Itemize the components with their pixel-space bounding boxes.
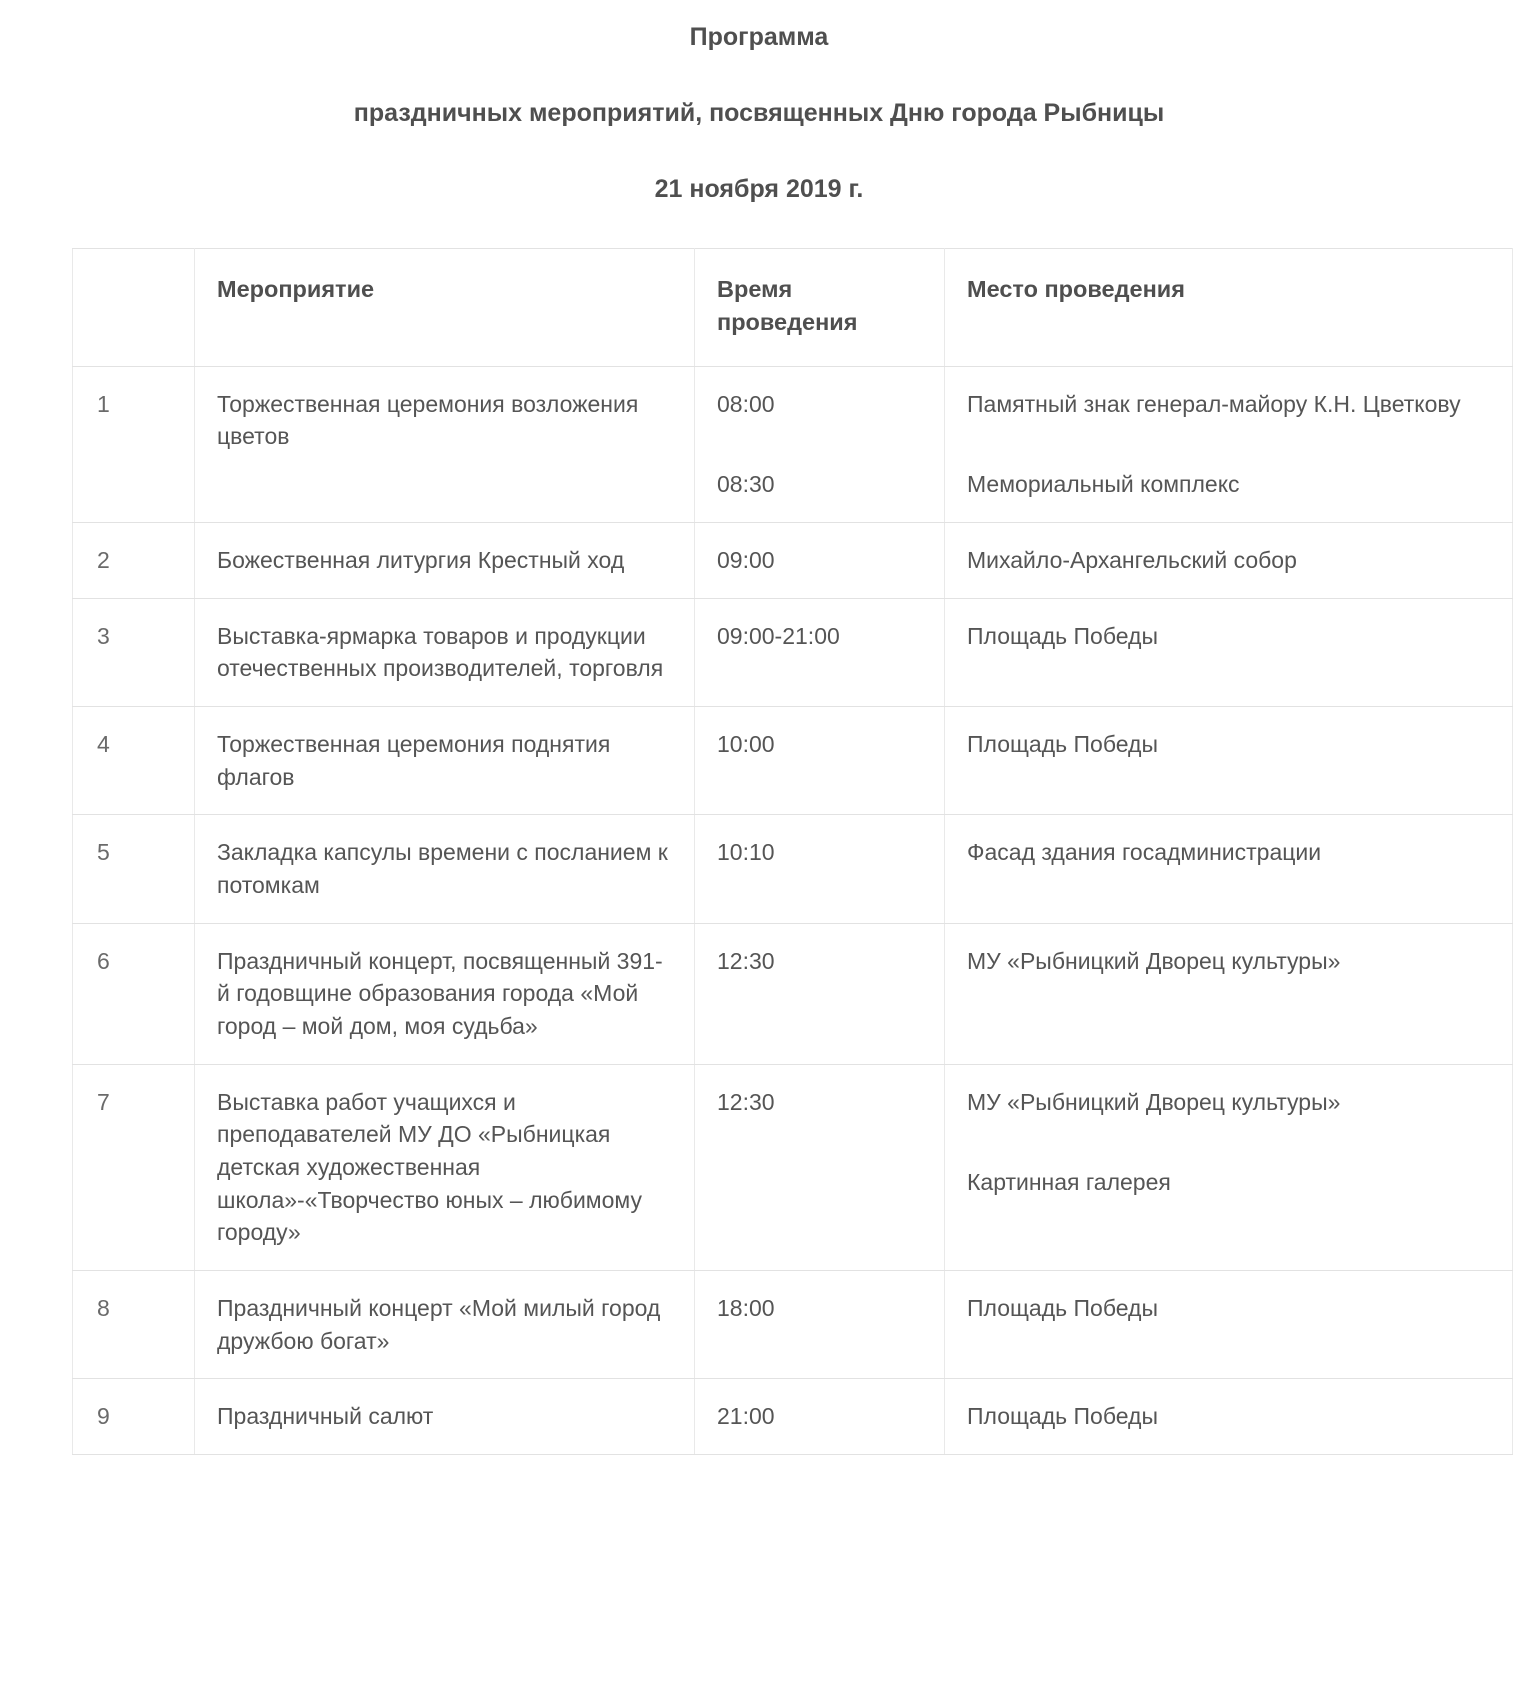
row-place — [945, 1064, 1513, 1270]
row-number: 5 — [73, 815, 195, 923]
table-row — [73, 923, 1513, 1064]
row-time: 18:00 — [695, 1270, 945, 1378]
row-place: Площадь Победы — [945, 1379, 1513, 1455]
row-time: 10:10 — [695, 815, 945, 923]
row-time: 21:00 — [695, 1379, 945, 1455]
table-header-row — [73, 249, 1513, 367]
row-event: Закладка капсулы времени с посланием к потомкам — [195, 815, 695, 923]
row-time: 09:00 — [695, 523, 945, 599]
page-subtitle: праздничных мероприятий, посвященных Дню города Рыбницы — [353, 99, 1165, 127]
table-row — [73, 523, 1513, 599]
row-place: Михайло-Архангельский собор — [945, 523, 1513, 599]
row-place: МУ «Рыбницкий Дворец культуры» — [945, 923, 1513, 1064]
row-event: Выставка работ учащихся и преподавателей МУ ДО «Рыбницкая детская художественная школа»-«Творчество юных – любимому городу» — [195, 1064, 695, 1270]
row-time-primary: 08:00 — [717, 390, 775, 417]
document-header — [0, 0, 1518, 204]
row-time: 12:30 — [695, 1064, 945, 1270]
row-time: 12:30 — [695, 923, 945, 1064]
row-event: Божественная литургия Крестный ход — [195, 523, 695, 599]
row-place-secondary: Мемориальный комплекс — [967, 471, 1240, 498]
row-place: Площадь Победы — [945, 598, 1513, 706]
row-number: 6 — [73, 923, 195, 1064]
row-event: Праздничный концерт, посвященный 391-й годовщине образования города «Мой город – мой дом, моя судьба» — [195, 923, 695, 1064]
row-event: Праздничный концерт «Мой милый город дружбою богат» — [195, 1270, 695, 1378]
row-event: Торжественная церемония возложения цветов — [195, 366, 695, 522]
row-time: 10:00 — [695, 707, 945, 815]
row-place: Площадь Победы — [945, 707, 1513, 815]
row-place-secondary: Картинная галерея — [967, 1169, 1171, 1196]
row-event: Праздничный салют — [195, 1379, 695, 1455]
row-time — [695, 366, 945, 522]
row-time: 09:00-21:00 — [695, 598, 945, 706]
row-place-primary: Памятный знак генерал-майору К.Н. Цветкову — [967, 390, 1461, 417]
row-place: Площадь Победы — [945, 1270, 1513, 1378]
table-row — [73, 1379, 1513, 1455]
row-place-primary: МУ «Рыбницкий Дворец культуры» — [967, 1088, 1341, 1115]
row-number: 7 — [73, 1064, 195, 1270]
program-table — [72, 248, 1513, 1455]
row-event: Выставка-ярмарка товаров и продукции отечественных производителей, торговля — [195, 598, 695, 706]
column-header-number — [73, 249, 195, 367]
row-number: 2 — [73, 523, 195, 599]
row-event: Торжественная церемония поднятия флагов — [195, 707, 695, 815]
table-row — [73, 1064, 1513, 1270]
page-title: Программа — [689, 23, 829, 51]
row-number: 9 — [73, 1379, 195, 1455]
row-number: 8 — [73, 1270, 195, 1378]
column-header-time: Время проведения — [695, 249, 945, 367]
row-place: Фасад здания госадминистрации — [945, 815, 1513, 923]
row-number: 4 — [73, 707, 195, 815]
row-number: 1 — [73, 366, 195, 522]
column-header-event: Мероприятие — [195, 249, 695, 367]
table-row — [73, 1270, 1513, 1378]
page-date: 21 ноября 2019 г. — [654, 175, 864, 203]
row-number: 3 — [73, 598, 195, 706]
row-place — [945, 366, 1513, 522]
table-row — [73, 366, 1513, 522]
table-row — [73, 598, 1513, 706]
column-header-place: Место проведения — [945, 249, 1513, 367]
row-time-secondary: 08:30 — [717, 471, 775, 498]
table-row — [73, 815, 1513, 923]
table-row — [73, 707, 1513, 815]
